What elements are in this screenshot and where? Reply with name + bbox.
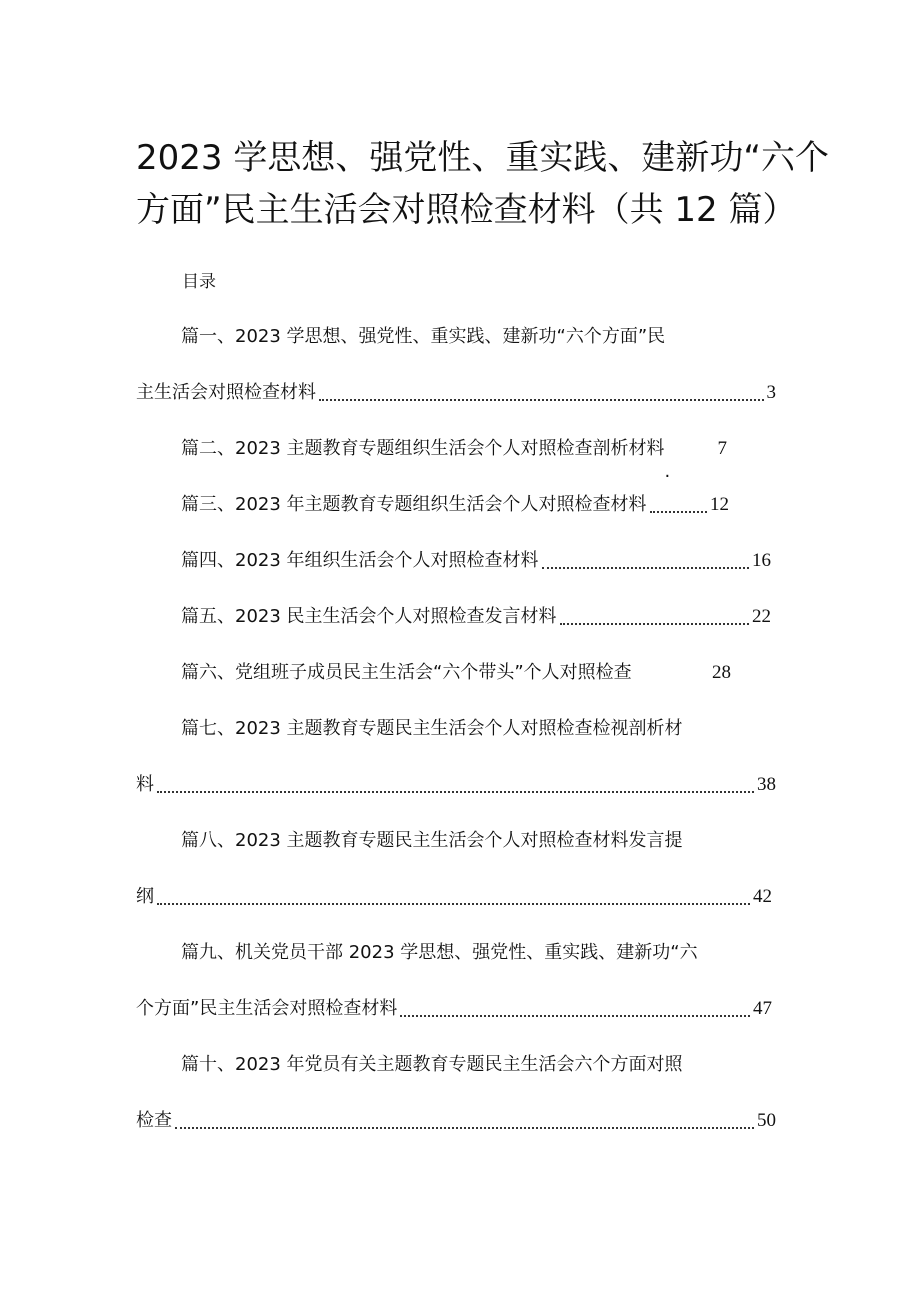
toc-leader-dots (157, 791, 754, 793)
toc-entry-text: 篇三、2023 年主题教育专题组织生活会个人对照检查材料 (181, 494, 647, 515)
toc-page-number: 47 (753, 998, 772, 1019)
toc-entry-text: 检查 (136, 1110, 172, 1131)
document-title-line-1: 2023 学思想、强党性、重实践、建新功“六个 (136, 138, 829, 178)
toc-leader-dots (400, 1015, 750, 1017)
toc-entry-3[interactable] (181, 490, 729, 520)
toc-entry-2[interactable]: 篇二、2023 主题教育专题组织生活会个人对照检查剖析材料 . 7 (181, 434, 727, 464)
toc-entry-10-line-1[interactable] (181, 1050, 771, 1080)
toc-entry-text: 篇二、2023 主题教育专题组织生活会个人对照检查剖析材料 (181, 438, 665, 459)
toc-entry-8-line-2[interactable] (136, 882, 772, 912)
toc-page-number: 22 (752, 606, 771, 627)
toc-entry-text: 篇八、2023 主题教育专题民主生活会个人对照检查材料发言提 (181, 830, 683, 851)
toc-entry-text: 个方面”民主生活会对照检查材料 (136, 998, 398, 1019)
toc-entry-text: 篇四、2023 年组织生活会个人对照检查材料 (181, 550, 539, 571)
toc-page-number: 50 (757, 1110, 776, 1131)
toc-leader-dots (319, 399, 764, 401)
toc-entry-1-line-2[interactable] (136, 378, 776, 408)
toc-entry-5[interactable] (181, 602, 771, 632)
toc-entry-text: 篇六、党组班子成员民主生活会“六个带头”个人对照检查 (181, 662, 632, 683)
toc-page-number: 3 (766, 382, 776, 403)
toc-entry-9-line-1[interactable] (181, 938, 771, 968)
toc-page-number: 7 (717, 438, 727, 459)
toc-heading: 目录 (182, 272, 216, 292)
toc-entry-6[interactable] (181, 658, 731, 688)
toc-entry-text: 料 (136, 774, 154, 795)
toc-page-number: 16 (752, 550, 771, 571)
toc-leader-dots (650, 511, 707, 513)
toc-entry-7-line-2[interactable] (136, 770, 776, 800)
toc-entry-9-line-2[interactable] (136, 994, 772, 1024)
document-title-line-2: 方面”民主生活会对照检查材料（共 12 篇） (136, 190, 797, 230)
toc-entry-text: 篇一、2023 学思想、强党性、重实践、建新功“六个方面”民 (181, 326, 666, 347)
toc-page-number: 12 (710, 494, 729, 515)
toc-entry-text: 篇七、2023 主题教育专题民主生活会个人对照检查检视剖析材 (181, 718, 683, 739)
toc-page-number: 38 (757, 774, 776, 795)
toc-entry-7-line-1[interactable] (181, 714, 771, 744)
toc-entry-1-line-1[interactable] (181, 322, 771, 352)
toc-entry-text: 篇十、2023 年党员有关主题教育专题民主生活会六个方面对照 (181, 1054, 683, 1075)
toc-entry-text: 篇五、2023 民主生活会个人对照检查发言材料 (181, 606, 557, 627)
toc-leader-dots (542, 567, 749, 569)
toc-leader-dots (157, 903, 750, 905)
document-title (136, 132, 829, 236)
toc-entry-text: 主生活会对照检查材料 (136, 382, 316, 403)
toc-entry-4[interactable] (181, 546, 771, 576)
toc-page-number: 42 (753, 886, 772, 907)
toc-entry-text: 篇九、机关党员干部 2023 学思想、强党性、重实践、建新功“六 (181, 942, 698, 963)
toc-leader-dots (560, 623, 749, 625)
toc-leader-dots (175, 1127, 754, 1129)
toc-entry-text: 纲 (136, 886, 154, 907)
toc-entry-10-line-2[interactable] (136, 1106, 776, 1136)
toc-entry-8-line-1[interactable] (181, 826, 771, 856)
toc-page-number: 28 (712, 662, 731, 683)
